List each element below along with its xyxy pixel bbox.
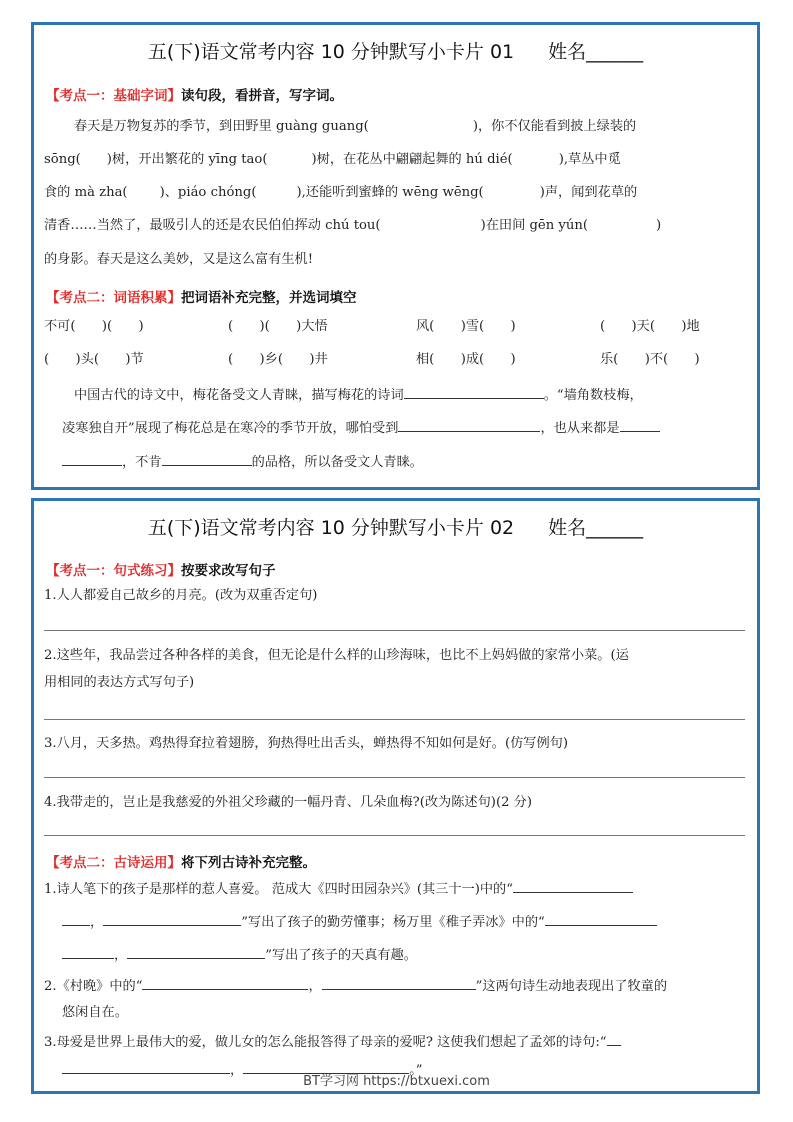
passage-line-3	[44, 183, 747, 203]
idiom-5[interactable]: ( )头( )节	[44, 352, 144, 367]
section-instruction: 将下列古诗补充完整。	[181, 855, 316, 871]
idiom-7[interactable]: 相( )成( )	[416, 352, 516, 367]
question-1: 1.人人都爱自己故乡的月亮。(改为双重否定句)	[44, 588, 318, 603]
fill-line-2	[44, 417, 747, 439]
card-title-text: 五(下)语文常考内容 10 分钟默写小卡片 02	[147, 517, 515, 539]
question-2-line-2: 用相同的表达方式写句子)	[44, 675, 195, 690]
section-tag: 【考点一：基础字词】	[46, 88, 181, 104]
text: )声，闻到花草的	[539, 185, 638, 200]
answer-blank[interactable]	[142, 975, 308, 990]
answer-blank[interactable]	[620, 417, 660, 432]
answer-line-2[interactable]	[44, 719, 745, 720]
section-tag: 【考点一：句式练习】	[46, 563, 181, 579]
text: ，	[230, 1063, 244, 1078]
poem-q1-line-1	[44, 878, 747, 900]
answer-blank[interactable]	[398, 417, 540, 432]
text: ，	[308, 979, 322, 994]
poem-q3-line-1	[44, 1031, 747, 1053]
question-3: 3.八月，天多热。鸡热得耷拉着翅膀，狗热得吐出舌头，蝉热得不知如何是好。(仿写例句)	[44, 736, 568, 751]
answer-line-3[interactable]	[44, 777, 745, 778]
text: ”写出了孩子的天真有趣。	[265, 948, 417, 963]
text: sōng(	[44, 152, 81, 167]
text: 清香……当然了，最吸引人的还是农民伯伯挥动 chú tou(	[44, 218, 381, 233]
section-tag: 【考点二：词语积累】	[46, 290, 181, 306]
card-title	[34, 37, 757, 64]
card-title-text: 五(下)语文常考内容 10 分钟默写小卡片 01	[147, 41, 515, 63]
answer-blank[interactable]	[103, 911, 241, 926]
passage-line-5	[44, 250, 747, 270]
text: 。”	[409, 1063, 423, 1078]
name-field[interactable]: 姓名______	[548, 517, 644, 539]
text: ，不肯	[122, 455, 162, 470]
text: ”写出了孩子的勤劳懂事；杨万里《稚子弄冰》中的“	[241, 915, 545, 930]
idiom-3[interactable]: 风( )雪( )	[416, 319, 516, 334]
card-title	[34, 513, 757, 540]
answer-blank[interactable]	[62, 944, 114, 959]
name-field[interactable]: 姓名______	[548, 41, 644, 63]
passage-line-4	[44, 216, 747, 236]
answer-blank[interactable]	[545, 911, 657, 926]
text: ”这两句诗生动地表现出了牧童的	[475, 979, 668, 994]
text: )，你不仅能看到披上绿装的	[472, 119, 637, 134]
text: )	[656, 218, 662, 233]
poem-q2-line-2: 悠闲自在。	[62, 1005, 128, 1020]
question-4: 4.我带走的，岂止是我慈爱的外祖父珍藏的一幅丹青、几朵血梅?(改为陈述句)(2 分)	[44, 795, 532, 810]
answer-blank[interactable]	[162, 451, 252, 466]
answer-blank[interactable]	[607, 1031, 621, 1046]
worksheet-card-01	[31, 22, 760, 490]
section-instruction: 读句段，看拼音，写字词。	[181, 88, 343, 104]
passage-line-2	[44, 150, 747, 170]
text: ，也从来都是	[540, 421, 620, 436]
answer-blank[interactable]	[404, 384, 544, 399]
answer-blank[interactable]	[513, 878, 633, 893]
poem-q1-line-3	[44, 944, 747, 966]
section-heading-ancient-poems	[46, 851, 316, 871]
section-heading-sentence-practice	[46, 559, 276, 579]
passage-line-1	[44, 117, 747, 137]
text: 的身影。春天是这么美妙，又是这么富有生机!	[44, 252, 314, 267]
idiom-6[interactable]: ( )乡( )井	[228, 352, 328, 367]
section-heading-vocabulary	[46, 286, 357, 306]
answer-blank[interactable]	[127, 944, 265, 959]
text: 。“墙角数枝梅，	[543, 388, 643, 403]
answer-blank[interactable]	[62, 451, 122, 466]
worksheet-card-02	[31, 498, 760, 1094]
section-heading-basic-words	[46, 84, 343, 104]
answer-line-1[interactable]	[44, 630, 745, 631]
text: 食的 mà zha(	[44, 185, 128, 200]
text: 凌寒独自开”展现了梅花总是在寒冷的季节开放，哪怕受到	[62, 421, 399, 436]
idiom-8[interactable]: 乐( )不( )	[600, 352, 700, 367]
idiom-4[interactable]: ( )天( )地	[600, 319, 700, 334]
fill-line-3	[44, 451, 747, 473]
idiom-1[interactable]: 不可( )( )	[44, 319, 144, 334]
answer-line-4[interactable]	[44, 835, 745, 836]
text: 春天是万物复苏的季节，到田野里 guàng guang(	[74, 119, 369, 134]
poem-q2-line-1	[44, 975, 747, 997]
text: )、piáo chóng(	[159, 185, 257, 200]
section-tag: 【考点二：古诗运用】	[46, 855, 181, 871]
text: 中国古代的诗文中，梅花备受文人青睐，描写梅花的诗词	[74, 388, 404, 403]
text: )树，在花丛中翩翩起舞的 hú dié(	[311, 152, 513, 167]
text: ，	[90, 915, 104, 930]
question-2-line-1: 2.这些年，我品尝过各种各样的美食，但无论是什么样的山珍海味，也比不上妈妈做的家常小菜。(运	[44, 648, 629, 663]
answer-blank[interactable]	[322, 975, 476, 990]
text: ),还能听到蜜蜂的 wēng wēng(	[296, 185, 484, 200]
fill-line-1	[44, 384, 747, 406]
text: ，	[114, 948, 128, 963]
text: 的品格，所以备受文人青睐。	[251, 455, 423, 470]
poem-q1-line-2	[44, 911, 747, 933]
idiom-2[interactable]: ( )( )大悟	[228, 319, 328, 334]
answer-blank[interactable]	[62, 911, 90, 926]
text: )在田间 gēn yún(	[480, 218, 588, 233]
section-instruction: 把词语补充完整，并选词填空	[181, 290, 357, 306]
text: 1.诗人笔下的孩子是那样的惹人喜爱。 范成大《四时田园杂兴》(其三十一)中的“	[44, 882, 513, 897]
text: ),草丛中觅	[558, 152, 621, 167]
text: 3.母爱是世界上最伟大的爱，做儿女的怎么能报答得了母亲的爱呢? 这使我们想起了孟郊的诗句:“	[44, 1035, 607, 1050]
footer-watermark: BT学习网 https://btxuexi.com	[303, 1074, 490, 1089]
text: 2.《村晚》中的“	[44, 979, 143, 994]
text: )树，开出繁花的 yīng tao(	[106, 152, 268, 167]
section-instruction: 按要求改写句子	[181, 563, 276, 579]
